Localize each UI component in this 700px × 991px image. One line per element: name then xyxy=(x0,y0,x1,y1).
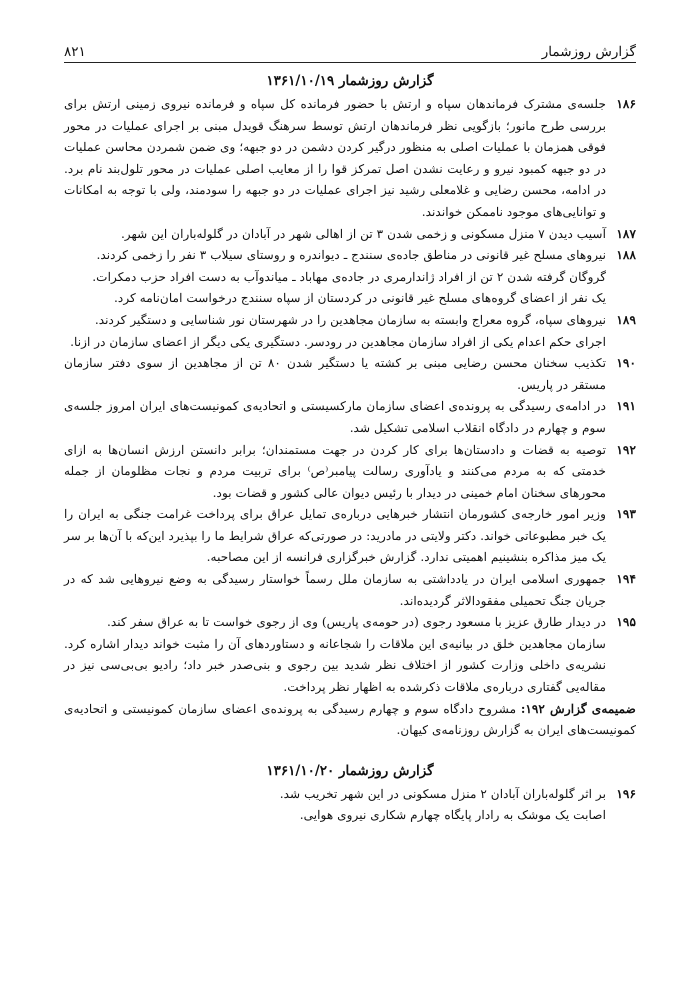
entry-193 xyxy=(64,504,636,569)
entry-paragraph: گروگان گرفته شدن ۲ تن از افراد ژاندارمری در جاده‌ی مهاباد ـ میاندوآب به دست افراد حزب دمکرات. xyxy=(92,269,606,284)
entry-number: ۱۹۶ xyxy=(616,786,636,801)
page-content xyxy=(64,70,636,827)
entry-paragraph: در ادامه‌ی رسیدگی به پرونده‌ی اعضای سازمان مارکسیستی و اتحادیه‌ی کمونیست‌های ایران امروز جلسه‌ی سوم و چهارم در دادگاه انقلاب اسلامی تشکیل شد. xyxy=(64,399,606,435)
page-number: ۸۲۱ xyxy=(64,44,86,60)
entry-number: ۱۹۴ xyxy=(616,572,636,587)
section-heading: گزارش روزشمار ۱۳۶۱/۱۰/۲۰ xyxy=(266,762,434,779)
entry-190 xyxy=(64,353,636,396)
entry-number: ۱۹۲ xyxy=(616,442,636,457)
section-heading: گزارش روزشمار ۱۳۶۱/۱۰/۱۹ xyxy=(266,73,434,89)
entry-paragraph: آسیب دیدن ۷ منزل مسکونی و زخمی شدن ۳ تن از اهالی شهر در آبادان در گلوله‌باران این شهر. xyxy=(120,226,606,241)
entry-paragraph: یک نفر از اعضای گروه‌های مسلح غیر قانونی در کردستان از سپاه سنندج درخواست امان‌نامه کرد. xyxy=(114,291,606,306)
entry-number: ۱۸۷ xyxy=(616,226,636,241)
entry-paragraph: وزیر امور خارجه‌ی کشورمان انتشار خبرهایی درباره‌ی تمایل عراق برای پرداخت غرامت جنگی به ایران را یک خبر مطبوعاتی خواند. دکتر ولایتی در مادرید: در صورتی‌که عراق شرایط ما را بپذیرد این‌که با آن‌ها بر سر یک میز مذاکره بنشینیم اهمیتی ندارد. گزارش خبرگزاری فرانسه از این مصاحبه. xyxy=(64,507,606,565)
entry-paragraph: جلسه‌ی مشترک فرماندهان سپاه و ارتش با حضور فرمانده کل سپاه و فرمانده نیروی زمینی ارتش برای بررسی طرح مانور؛ بازگویی نظر فرماندهان ارتش توسط سرهنگ قویدل مبنی بر اجرای عملیات در محور فوقی همزمان با عملیات اصلی به منظور درگیر کردن دشمن در دو جبهه؛ وی ضمن شمردن محاسن عملیات در دو جبهه کمبود نیرو و رعایت نشدن اصل تمرکز قوا را از معایب اصلی عملیات در محور تلول‌بند نام برد. در ادامه، محسن رضایی و غلامعلی رشید نیز اجرای عملیات در دو جبهه را سودمند، ولی با توجه به امکانات و توانایی‌های موجود ناممکن خواندند. xyxy=(64,97,606,219)
entry-number: ۱۹۵ xyxy=(616,615,636,630)
running-title: گزارش روزشمار xyxy=(541,44,636,60)
entry-194 xyxy=(64,569,636,612)
entry-195 xyxy=(64,612,636,698)
running-header xyxy=(64,36,636,60)
entry-paragraph: اجرای حکم اعدام یکی از افراد سازمان مجاهدین در رودسر. دستگیری یکی دیگر از اعضای سازمان در ازنا. xyxy=(70,334,606,349)
entry-number: ۱۸۶ xyxy=(616,97,636,111)
entry-paragraph: در دیدار طارق عزیز با مسعود رجوی (در حومه‌ی پاریس) وی از رجوی خواست تا به عراق سفر کند. xyxy=(106,615,606,630)
entry-paragraph: نیروهای مسلح غیر قانونی در مناطق جاده‌ی سنندج ـ دیواندره و روستای سیلاب ۳ نفر را زخمی کردند. xyxy=(96,248,606,263)
entry-186 xyxy=(64,94,636,224)
entry-paragraph: نیروهای سپاه، گروه معراج وابسته به سازمان مجاهدین را در شهرستان نور شناسایی و دستگیر کردند. xyxy=(94,312,606,327)
entry-191 xyxy=(64,396,636,439)
appendix-label: ضمیمه‌ی گزارش ۱۹۲: xyxy=(520,701,636,716)
appendix-note xyxy=(64,699,636,742)
entry-paragraph: توصیه به قضات و دادستان‌ها برای کار کردن در جهت مستمندان؛ برابر دانستن ارزش انسان‌ها به ازای خدمتی که به مردم می‌کنند و یادآوری رسالت پیامبر⁽ص⁾ برای تربیت مردم و نجات مظلومان از جمله محورهای سخنان امام خمینی در دیدار با رئیس دیوان عالی کشور و قضات بود. xyxy=(64,442,606,500)
entry-number: ۱۸۸ xyxy=(616,248,636,263)
entry-188 xyxy=(64,245,636,310)
entry-number: ۱۸۹ xyxy=(616,312,636,327)
entry-paragraph: بر اثر گلوله‌باران آبادان ۲ منزل مسکونی در این شهر تخریب شد. xyxy=(279,786,606,801)
appendix-text: مشروح دادگاه سوم و چهارم رسیدگی به پرونده‌ی اعضای سازمان کمونیستی و اتحادیه‌ی کمونیست‌های ایران به گزارش روزنامه‌ی کیهان. xyxy=(64,701,636,738)
entry-189 xyxy=(64,310,636,353)
entry-paragraph: تکذیب سخنان محسن رضایی مبنی بر کشته یا دستگیر شدن ۸۰ تن از مجاهدین از سوی دفتر سازمان مستقر در پاریس. xyxy=(64,356,606,392)
entry-187 xyxy=(64,224,636,246)
entry-196 xyxy=(64,784,636,827)
entry-number: ۱۹۳ xyxy=(616,507,636,522)
header-rule xyxy=(64,62,636,63)
entry-paragraph: سازمان مجاهدین خلق در بیانیه‌ی این ملاقات را شجاعانه و دستاوردهای آن را مثبت خواند دیدار اشاره کرد. نشریه‌ی داخلی وزارت کشور از اختلاف نظر شدید بین رجوی و بنی‌صدر خبر داد؛ رادیو بی‌بی‌سی نیز در مقاله‌یی گفتاری درباره‌ی ملاقات ذکرشده به اظهار نظر پرداخت. xyxy=(64,636,606,695)
entry-number: ۱۹۰ xyxy=(616,356,636,371)
entry-192 xyxy=(64,440,636,505)
entry-paragraph: اصابت یک موشک به رادار پایگاه چهارم شکاری نیروی هوایی. xyxy=(299,808,606,823)
entry-paragraph: جمهوری اسلامی ایران در یادداشتی به سازمان ملل رسماً خواستار رسیدگی به وضع نیروهایی شد که در جریان جنگ تحمیلی مفقودالاثر گردیده‌اند. xyxy=(64,572,606,608)
entry-number: ۱۹۱ xyxy=(616,399,636,414)
